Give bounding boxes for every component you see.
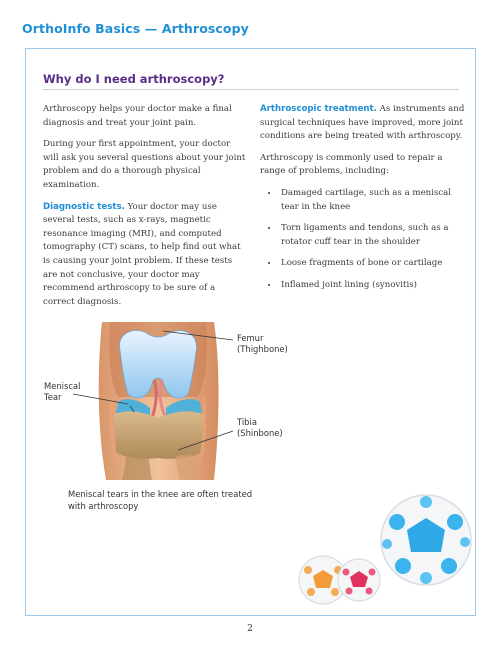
section-title: Why do I need arthroscopy? [43, 72, 225, 86]
diagnostic-tests-body: Your doctor may use several tests, such as x-rays, magnetic resonance imaging (MRI), and computed tomography (CT) scans, to help find out what is causing your joint problem. If these tests are not conclusive, your doctor may recommend arthroscopy to be sure of a correct diagnosis. [43, 201, 241, 307]
paragraph-intro: Arthroscopy helps your doctor make a final diagnosis and treat your joint pain. [43, 104, 232, 128]
list-item: • Damaged cartilage, such as a meniscal tear in the knee [279, 187, 465, 214]
page-number: 2 [247, 624, 253, 634]
list-item: • Inflamed joint lining (synovitis) [279, 279, 465, 293]
arthroscopic-treatment-heading: Arthroscopic treatment. [260, 104, 377, 114]
decorative-lattice-balls [293, 492, 473, 612]
tibia-label [237, 417, 283, 439]
paragraph-common-uses: Arthroscopy is commonly used to repair a range of problems, including: [260, 152, 443, 177]
arthroscopic-treatment-body: As instruments and surgical techniques have improved, more joint conditions are being treated with arthroscopy. [260, 104, 465, 142]
diagnostic-tests-heading: Diagnostic tests. [43, 201, 125, 212]
list-item: • Torn ligaments and tendons, such as a rotator cuff tear in the shoulder [279, 222, 465, 249]
pink-lattice-ball-icon [338, 559, 380, 601]
femur-label-line1: Femur [237, 333, 264, 343]
femur-label [237, 333, 288, 355]
meniscal-label-line1: Meniscal [44, 381, 81, 391]
list-item: • Loose fragments of bone or cartilage [279, 257, 465, 271]
page-header-title: OrthoInfo Basics — Arthroscopy [22, 21, 249, 36]
paragraph-first-appointment: During your first appointment, your doctor will ask you several questions about your joint problem and do a thorough physical examination. [43, 139, 246, 190]
meniscal-tear-label [44, 381, 80, 403]
tibia-label-line2: (Shinbone) [237, 428, 283, 438]
meniscal-label-line2: Tear [44, 392, 62, 402]
large-lattice-ball-icon [381, 495, 471, 585]
femur-label-line2: (Thighbone) [237, 344, 288, 354]
figure-caption: Meniscal tears in the knee are often treated with arthroscopy [68, 489, 253, 511]
tibia-label-line1: Tibia [237, 417, 257, 427]
